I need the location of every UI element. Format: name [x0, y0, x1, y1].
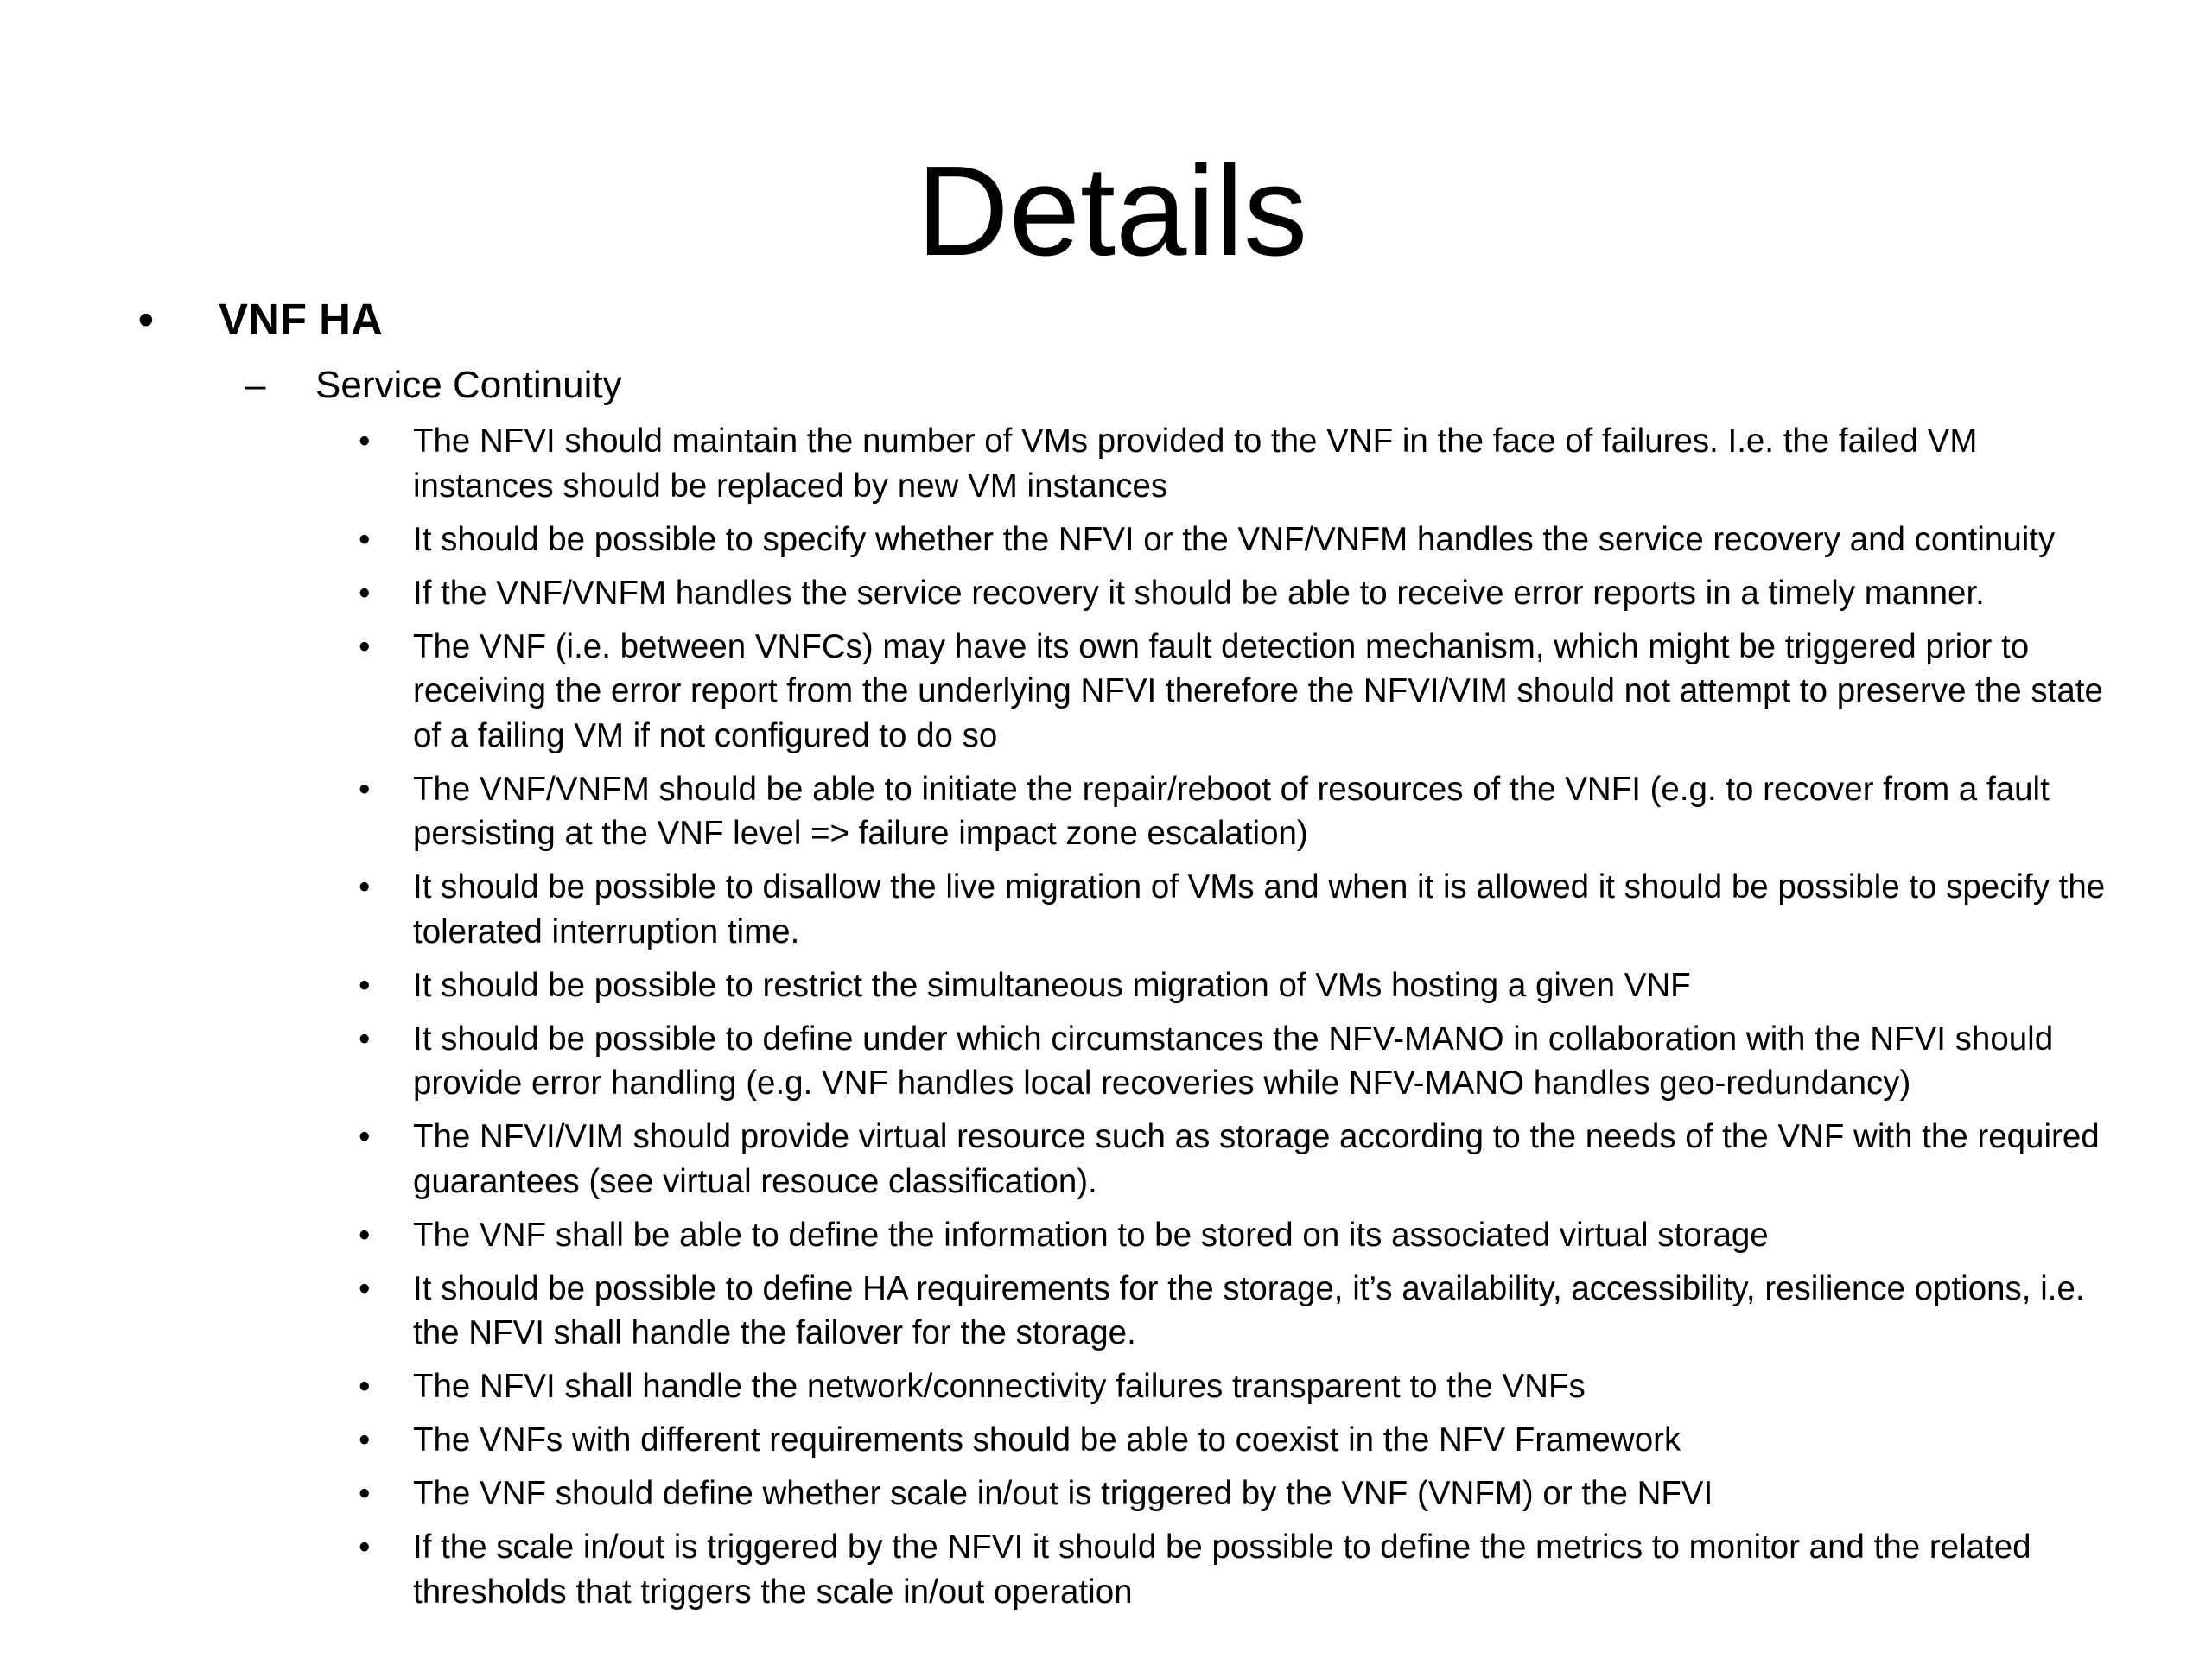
bullet-icon: •	[359, 627, 371, 665]
list-item-text: If the scale in/out is triggered by the NFVI it should be possible to define the metrics to monitor and the related thresholds that triggers the scale in/out operation	[413, 1529, 2031, 1611]
list-item-text: The VNF (i.e. between VNFCs) may have its own fault detection mechanism, which might be triggered prior to receiving the error report from the underlying NFVI therefore the NFVI/VIM should not attempt to preserve the state of a failing VM if not configured to do so	[413, 627, 2103, 754]
list-item	[359, 1471, 2121, 1516]
list-item	[359, 419, 2121, 508]
bullet-icon: •	[359, 520, 371, 558]
list-item-text: If the VNF/VNFM handles the service recovery it should be able to receive error reports in a timely manner.	[413, 574, 1985, 612]
list-item	[359, 1017, 2121, 1106]
bullet-icon: •	[359, 1368, 371, 1405]
bullet-icon: •	[359, 1269, 371, 1307]
list-item-text: The NFVI shall handle the network/connectivity failures transparent to the VNFs	[413, 1368, 1586, 1405]
list-item-text: It should be possible to define HA requirements for the storage, it’s availability, accessibility, resilience options, i.e. the NFVI shall handle the failover for the storage.	[413, 1269, 2085, 1351]
bullet-icon: •	[359, 1216, 371, 1254]
list-item	[359, 1418, 2121, 1463]
list-item-text: It should be possible to specify whether the NFVI or the VNF/VNFM handles the service recovery and continuity	[413, 520, 2056, 558]
bullet-icon: •	[359, 1529, 371, 1566]
list-item-text: The VNF/VNFM should be able to initiate the repair/reboot of resources of the VNFI (e.g. to recover from a fault persisting at the VNF level => failure impact zone escalation)	[413, 770, 2050, 852]
bullet-icon: •	[359, 1421, 371, 1459]
bullet-icon: •	[359, 966, 371, 1004]
list-item-text: The NFVI/VIM should provide virtual resource such as storage according to the needs of the VNF with the required guarantees (see virtual resouce classification).	[413, 1118, 2100, 1200]
bullet-icon: •	[359, 770, 371, 808]
bullet-icon: •	[359, 868, 371, 906]
list-item	[359, 1525, 2121, 1614]
list-item-text: The VNF shall be able to define the information to be stored on its associated virtual storage	[413, 1216, 1769, 1254]
bullet-icon: •	[359, 1475, 371, 1512]
slide-title: Details	[916, 140, 1308, 283]
bullet-icon: •	[359, 423, 371, 460]
list-item-text: It should be possible to restrict the simultaneous migration of VMs hosting a given VNF	[413, 966, 1691, 1004]
list-item	[359, 1364, 2121, 1409]
subsection-heading-row	[245, 359, 622, 412]
dash-icon: –	[245, 364, 266, 406]
bullet-icon: •	[359, 574, 371, 612]
requirement-list	[359, 419, 2121, 1624]
list-item-text: It should be possible to define under which circumstances the NFV-MANO in collaboration with the NFVI should provide error handling (e.g. VNF handles local recoveries while NFV-MANO handles geo-redundancy)	[413, 1020, 2054, 1102]
list-item-text: The VNF should define whether scale in/out is triggered by the VNF (VNFM) or the NFVI	[413, 1475, 1713, 1512]
bullet-icon: •	[359, 1118, 371, 1155]
list-item	[359, 1267, 2121, 1356]
section-heading: VNF HA	[219, 295, 383, 344]
list-item	[359, 963, 2121, 1008]
list-item	[359, 625, 2121, 759]
list-item	[359, 767, 2121, 856]
list-item	[359, 571, 2121, 616]
list-item	[359, 1213, 2121, 1258]
list-item-text: It should be possible to disallow the live migration of VMs and when it is allowed it should be possible to specify the tolerated interruption time.	[413, 868, 2106, 950]
list-item-text: The NFVI should maintain the number of VMs provided to the VNF in the face of failures. I.e. the failed VM instances should be replaced by new VM instances	[413, 423, 1978, 505]
list-item	[359, 865, 2121, 954]
section-heading-row	[138, 289, 383, 350]
subsection-heading: Service Continuity	[315, 364, 622, 406]
list-item	[359, 1115, 2121, 1204]
bullet-icon: •	[359, 1020, 371, 1058]
list-item	[359, 518, 2121, 563]
bullet-icon: •	[138, 295, 154, 344]
list-item-text: The VNFs with different requirements should be able to coexist in the NFV Framework	[413, 1421, 1681, 1459]
